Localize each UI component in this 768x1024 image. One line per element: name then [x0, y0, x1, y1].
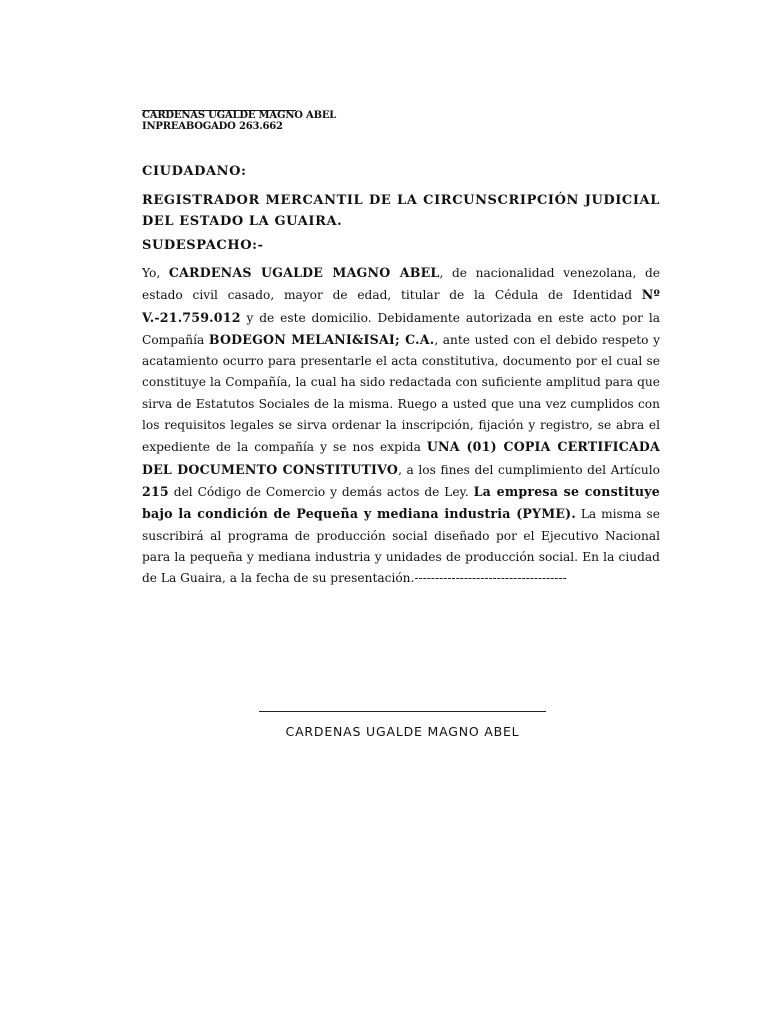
signature-line: [259, 711, 546, 712]
body-text-3: y de este domicilio. Debidamente autorizada en este acto por la Compañía: [142, 310, 660, 347]
id-number: Nº V.-21.759.012: [142, 287, 660, 325]
letterhead-name: CARDENAS UGALDE MAGNO ABEL: [142, 110, 337, 121]
body-text-2: , de nacionalidad venezolana, de estado civil casado, mayor de edad, titular de la Cédula de Identidad: [142, 266, 660, 303]
body-paragraph: [142, 262, 660, 589]
company-name: BODEGON MELANI&ISAI; C.A.: [208, 331, 435, 347]
sudespacho: SUDESPACHO:-: [142, 238, 264, 253]
recipient: REGISTRADOR MERCANTIL DE LA CIRCUNSCRIPCIÓN JUDICIAL DEL ESTADO LA GUAIRA.: [142, 193, 660, 229]
letterhead: [142, 110, 402, 132]
article-number: 215: [142, 483, 169, 499]
signature-name: CARDENAS UGALDE MAGNO ABEL: [285, 724, 520, 739]
body-text-7: La misma se suscribirá al programa de producción social diseñado por el Ejecutivo Nacional para la pequeña y mediana industria y unidades de producción social. En la ciudad de La Guaira, a la fecha de su presentación.-------------------------------------: [142, 507, 660, 586]
letterhead-inpre: INPREABOGADO 263.662: [142, 121, 283, 132]
body-text-4: , ante usted con el debido respeto y acatamiento ocurro para presentarle el acta constitutiva, documento por el cual se constituye la Compañía, la cual ha sido redactada con suficiente amplitud para que sirva de Estatutos Sociales de la misma. Ruego a usted que una vez cumplidos con los requisitos legales se sirva ordenar la inscripción, fijación y registro, se abra el expediente de la compañía y se nos expida: [142, 332, 661, 455]
body-text-5: , a los fines del cumplimiento del Artículo: [398, 462, 660, 477]
salutation: CIUDADANO:: [142, 164, 247, 179]
applicant-name: CARDENAS UGALDE MAGNO ABEL: [168, 265, 440, 280]
pyme-condition: La empresa se constituye bajo la condición de Pequeña y mediana industria (PYME).: [142, 483, 660, 522]
certified-copy: UNA (01) COPIA CERTIFICADA DEL DOCUMENTO CONSTITUTIVO: [142, 439, 660, 477]
body-text-6: del Código de Comercio y demás actos de Ley.: [168, 484, 474, 499]
body-text-1: Yo,: [142, 266, 169, 280]
